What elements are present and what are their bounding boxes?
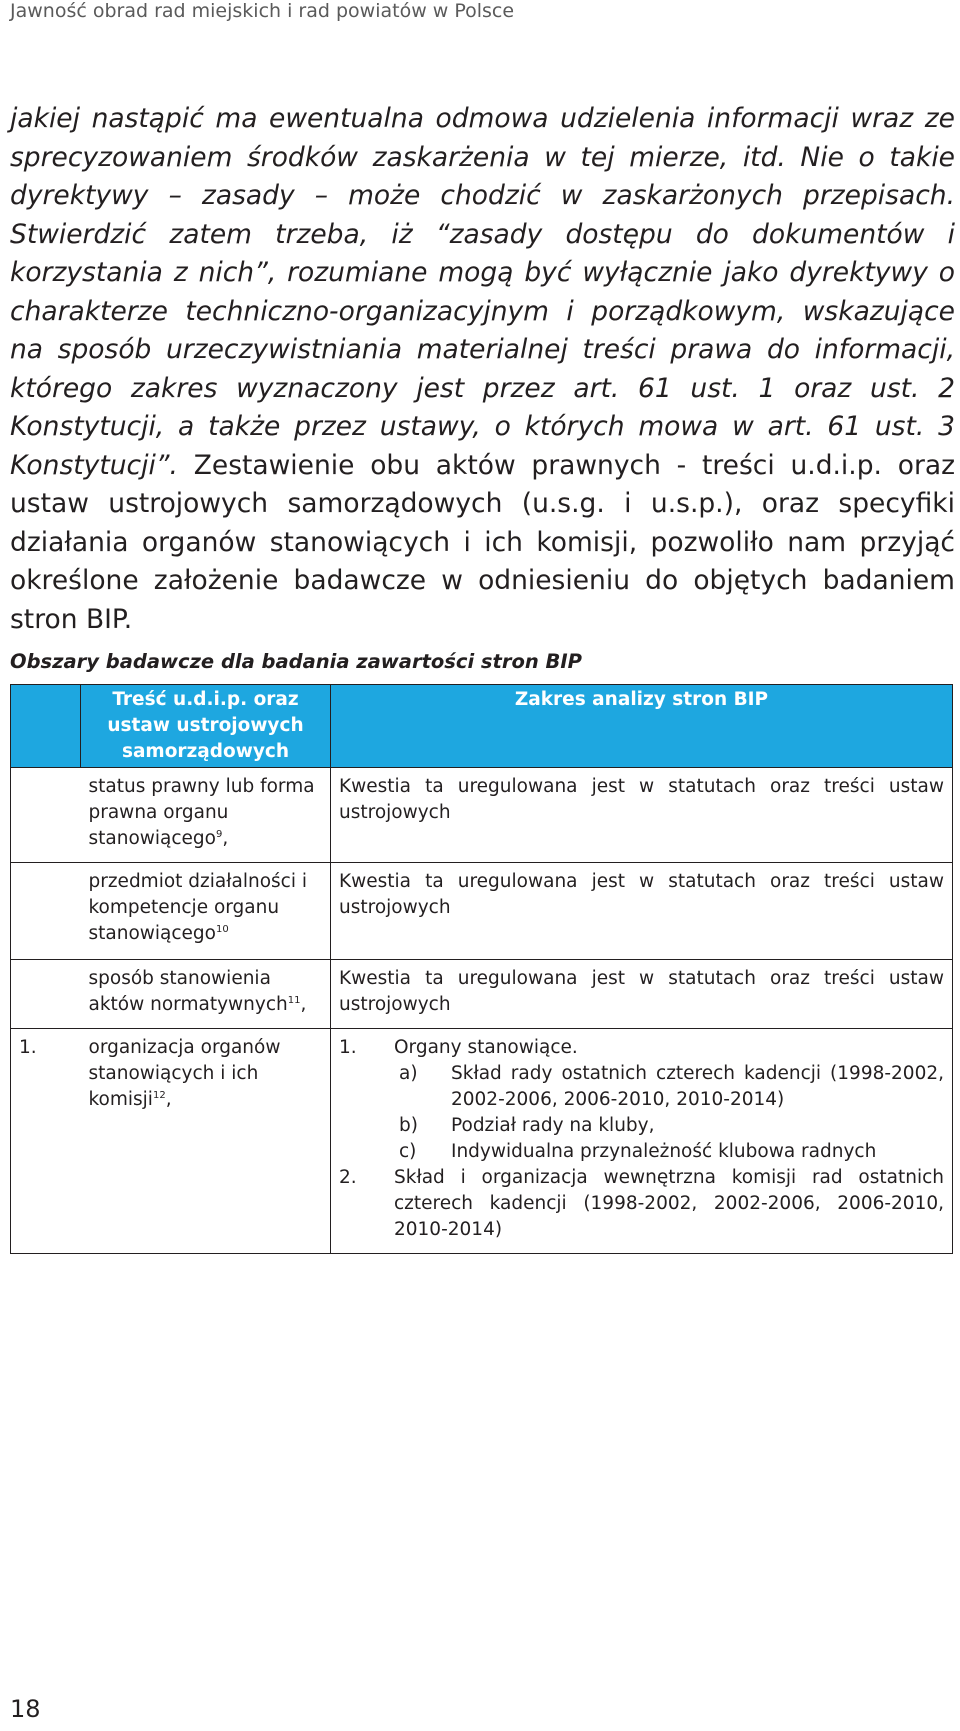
row-topic-text: organizacja organów stanowiących i ich komisji [88,1037,281,1110]
row-number [11,768,81,863]
table-row [11,863,953,960]
row-range: Kwestia ta uregulowana jest w statutach oraz treści ustaw ustrojowych [331,863,953,960]
row-topic-suffix: , [165,1089,172,1110]
quoted-text: jakiej nastąpić ma ewentualna odmowa udzielenia informacji wraz ze sprecyzowaniem środków zaskarżenia w tej mierze, itd. Nie o takie dyrektywy – zasady – może chodzić w zaskarżonych przepisach. Stwierdzić zatem trzeba, iż “zasady dostępu do dokumentów i korzystania z nich”, rozumiane mogą być wyłącznie jako dyrektywy o charakterze techniczno-organizacyjnym i porządkowym, wskazujące na sposób urzeczywistniania materialnej treści prawa do informacji, którego zakres wyznaczony jest przez art. 61 ust. 1 oraz ust. 2 Konstytucji, a także przez ustawy, o których mowa w art. 61 ust. 3 Konstytucji”. [10,103,955,481]
body-text-regular: Zestawienie obu aktów prawnych - treści u.d.i.p. oraz ustaw ustrojowych samorządowych (u.s.g. i u.s.p.), oraz specyfiki działania organów stanowiących i ich komisji, pozwoliło nam przyjąć określone założenie badawcze w odniesieniu do objętych badaniem stron BIP. [10,449,955,635]
scope-item [339,1165,944,1243]
row-topic [81,863,331,960]
scope-sub-item-text: Podział rady na kluby, [451,1115,655,1136]
header-topic: Treść u.d.i.p. oraz ustaw ustrojowych samorządowych [81,685,331,768]
scope-list [339,1035,944,1061]
scope-item [339,1035,944,1061]
row-number: 1. [11,1029,81,1254]
scope-sub-item [339,1113,944,1139]
scope-item-number: 2. [339,1167,357,1188]
footnote-ref: 9 [216,828,223,840]
scope-sub-list [339,1061,944,1165]
scope-sub-item-letter: b) [399,1115,418,1136]
header-range: Zakres analizy stron BIP [331,685,953,768]
body-text [10,100,955,639]
row-topic [81,960,331,1029]
scope-item-text: Organy stanowiące. [394,1037,578,1058]
row-range [331,1029,953,1254]
row-range: Kwestia ta uregulowana jest w statutach oraz treści ustaw ustrojowych [331,768,953,863]
running-header: Jawność obrad rad miejskich i rad powiatów w Polsce [10,0,515,22]
scope-sub-item-letter: a) [399,1063,418,1084]
row-topic-text: sposób stanowienia aktów normatywnych [88,968,288,1015]
page-number: 18 [10,1695,41,1723]
table-row [11,960,953,1029]
scope-item-number: 1. [339,1037,357,1058]
header-empty-cell [11,685,81,768]
row-number [11,863,81,960]
research-areas-table [10,684,953,1254]
row-topic-text: przedmiot działalności i kompetencje organu stanowiącego [88,871,307,944]
row-topic-suffix: , [222,828,229,849]
footnote-ref: 11 [287,994,301,1006]
scope-list [339,1165,944,1243]
table-caption: Obszary badawcze dla badania zawartości stron BIP [10,650,582,673]
scope-sub-item-text: Skład rady ostatnich czterech kadencji (1998-2002, 2002-2006, 2006-2010, 2010-2014) [451,1063,944,1110]
scope-sub-item-letter: c) [399,1141,417,1162]
table-header-row [11,685,953,768]
scope-item-text: Skład i organizacja wewnętrzna komisji rad ostatnich czterech kadencji (1998-2002, 2002-2006, 2006-2010, 2010-2014) [394,1167,944,1240]
body-paragraph [10,100,955,639]
row-topic-suffix: , [300,994,307,1015]
row-topic [81,768,331,863]
scope-sub-item-text: Indywidualna przynależność klubowa radnych [451,1141,877,1162]
footnote-ref: 12 [152,1089,166,1101]
scope-sub-item [339,1139,944,1165]
row-range: Kwestia ta uregulowana jest w statutach oraz treści ustaw ustrojowych [331,960,953,1029]
scope-sub-item [339,1061,944,1113]
footnote-ref: 10 [216,923,229,935]
row-topic-text: status prawny lub forma prawna organu stanowiącego [88,776,315,849]
table-row [11,768,953,863]
row-topic [81,1029,331,1254]
row-number [11,960,81,1029]
table-row [11,1029,953,1254]
